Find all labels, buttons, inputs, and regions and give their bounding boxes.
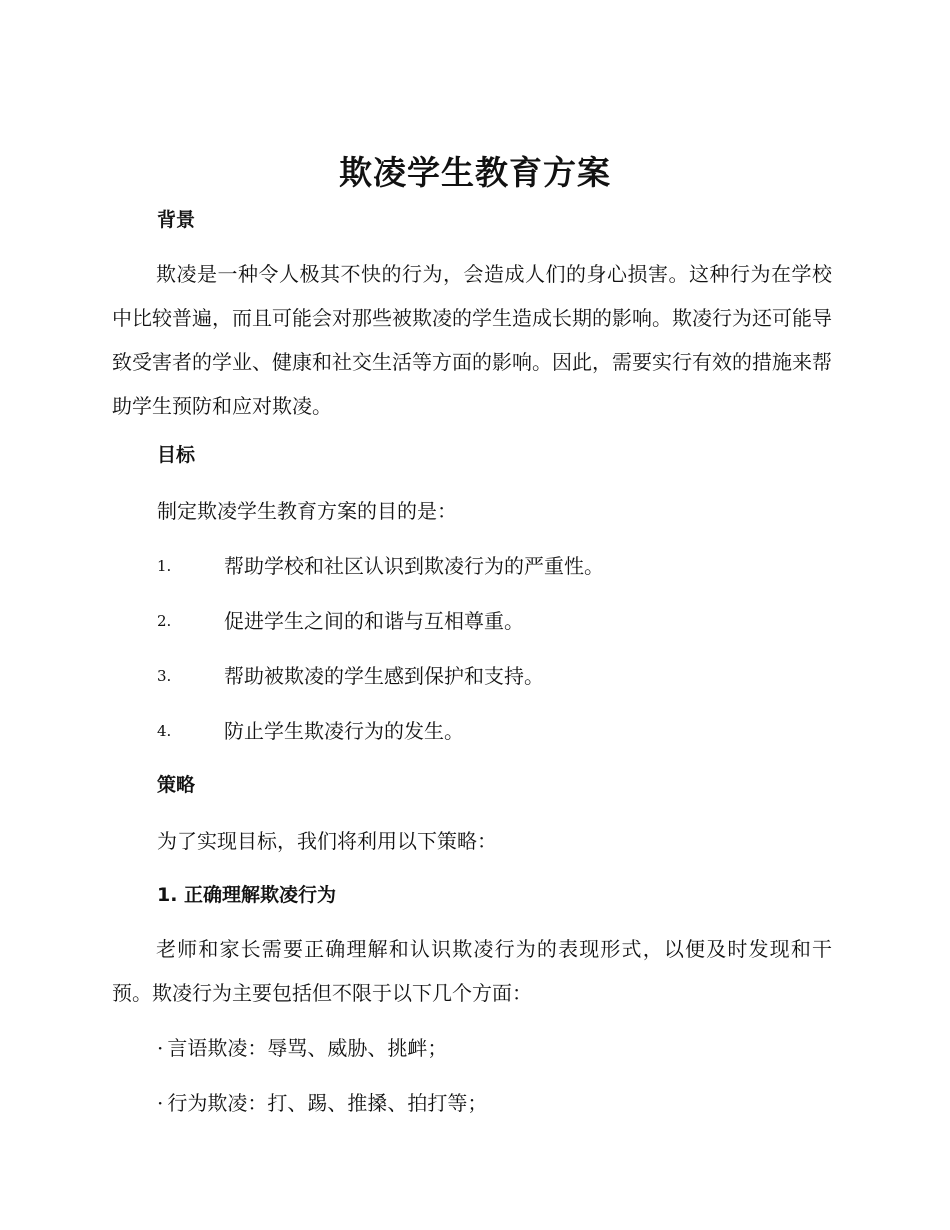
list-item-number: 3. bbox=[157, 667, 172, 685]
goals-heading: 目标 bbox=[157, 444, 196, 466]
bullet-text: 行为欺凌：打、踢、推搡、拍打等； bbox=[167, 1091, 488, 1115]
list-item-number: 2. bbox=[157, 612, 172, 630]
bullet-marker: · bbox=[157, 1036, 164, 1060]
list-item-number: 4. bbox=[157, 722, 172, 740]
strategy-heading: 策略 bbox=[157, 774, 196, 796]
bullet-item-physical bbox=[157, 1088, 487, 1118]
strategy-1-paragraph: 老师和家长需要正确理解和认识欺凌行为的表现形式，以便及时发现和干预。欺凌行为主要包括但不限于以下几个方面： bbox=[112, 937, 832, 1005]
list-item: 帮助被欺凌的学生感到保护和支持。 bbox=[224, 664, 544, 688]
document-title: 欺凌学生教育方案 bbox=[339, 153, 611, 192]
strategy-intro: 为了实现目标，我们将利用以下策略： bbox=[157, 829, 497, 853]
list-item: 防止学生欺凌行为的发生。 bbox=[224, 719, 464, 743]
background-paragraph: 欺凌是一种令人极其不快的行为，会造成人们的身心损害。这种行为在学校中比较普遍，而且可能会对那些被欺凌的学生造成长期的影响。欺凌行为还可能导致受害者的学业、健康和社交生活等方面的影响。因此，需要实行有效的措施来帮助学生预防和应对欺凌。 bbox=[112, 262, 832, 418]
list-item: 帮助学校和社区认识到欺凌行为的严重性。 bbox=[224, 554, 604, 578]
bullet-item-verbal bbox=[157, 1033, 447, 1063]
goals-intro: 制定欺凌学生教育方案的目的是： bbox=[157, 499, 457, 523]
background-heading: 背景 bbox=[157, 209, 196, 231]
list-item: 促进学生之间的和谐与互相尊重。 bbox=[224, 609, 524, 633]
list-item-number: 1. bbox=[157, 557, 172, 575]
bullet-marker: · bbox=[157, 1091, 164, 1115]
bullet-text: 言语欺凌：辱骂、威胁、挑衅； bbox=[167, 1036, 448, 1060]
strategy-1-heading: 1. 正确理解欺凌行为 bbox=[157, 884, 337, 906]
